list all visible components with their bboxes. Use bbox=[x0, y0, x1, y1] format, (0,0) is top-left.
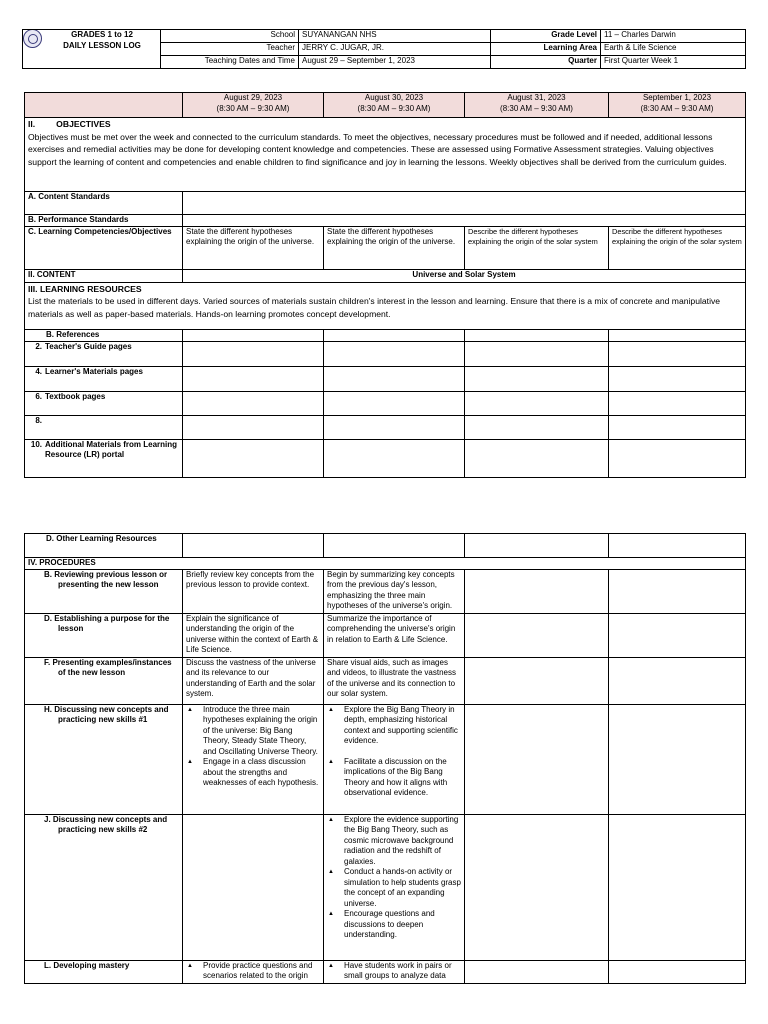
references-day-2 bbox=[324, 329, 465, 341]
additional-materials-day-1 bbox=[183, 439, 324, 477]
references-day-4 bbox=[609, 329, 746, 341]
textbook-day-2 bbox=[324, 391, 465, 415]
header-table bbox=[22, 29, 746, 69]
reviewing-day-3 bbox=[465, 569, 609, 613]
new-skills-2-day-1 bbox=[183, 814, 324, 960]
teachers-guide-text: Teacher's Guide pages bbox=[45, 341, 132, 351]
purpose-day-4 bbox=[609, 613, 746, 657]
item-8-day-1 bbox=[183, 415, 324, 439]
day-4-date: September 1, 2023 bbox=[642, 93, 712, 102]
teachers-guide-day-2 bbox=[324, 341, 465, 366]
new-skills-1-day-2 bbox=[324, 704, 465, 814]
day-3-header bbox=[465, 93, 609, 118]
other-resources-label: D. Other Learning Resources bbox=[25, 534, 183, 558]
lesson-log-table-page2 bbox=[24, 533, 746, 984]
item-8-label bbox=[25, 415, 183, 439]
learning-resources-section bbox=[25, 282, 746, 329]
teacher-value: JERRY C. JUGAR, JR. bbox=[299, 43, 491, 56]
day-3-date: August 31, 2023 bbox=[507, 93, 566, 102]
learning-resources-description: List the materials to be used in different days. Varied sources of materials sustain children's interest in the lesson and learning. Ensure that there is a mix of concrete and manipulative materials as well as paper-based materials. Hands-on learning promotes concept development. bbox=[28, 296, 721, 319]
day-1-date: August 29, 2023 bbox=[223, 93, 283, 102]
competency-day-2: State the different hypotheses explaining the origin of the universe. bbox=[324, 226, 465, 269]
purpose-day-2: Summarize the importance of comprehending the universe's origin in relation to Earth & Life Science. bbox=[324, 613, 465, 657]
textbook-day-4 bbox=[609, 391, 746, 415]
item-8-num: 8. bbox=[35, 415, 42, 425]
presenting-day-2: Share visual aids, such as images and videos, to illustrate the vastness of the universe and its connection to our solar system. bbox=[324, 657, 465, 704]
content-standards-label: A. Content Standards bbox=[25, 192, 183, 215]
performance-standards-value bbox=[183, 215, 746, 227]
grade-level-label: Grade Level bbox=[491, 30, 601, 43]
reviewing-label: B. Reviewing previous lesson or presenting the new lesson bbox=[25, 569, 183, 613]
competency-day-3: Describe the different hypotheses explaining the origin of the solar system bbox=[465, 226, 609, 269]
item-8-day-2 bbox=[324, 415, 465, 439]
day-4-header bbox=[609, 93, 746, 118]
learning-area-label: Learning Area bbox=[491, 43, 601, 56]
header-title bbox=[23, 30, 161, 69]
new-skills-1-day-2-item: ▲ Explore the Big Bang Theory in depth, emphasizing historical context and supporting scientific evidence. bbox=[327, 705, 461, 747]
references-day-3 bbox=[465, 329, 609, 341]
additional-materials-text: Additional Materials from Learning Resource (LR) portal bbox=[45, 439, 178, 459]
new-skills-2-day-2-item: ▲ Conduct a hands-on activity or simulation to help students grasp the concept of an expanding universe. bbox=[327, 867, 461, 909]
objectives-heading bbox=[28, 118, 742, 131]
new-skills-1-day-3 bbox=[465, 704, 609, 814]
learning-area-value: Earth & Life Science bbox=[601, 43, 746, 56]
content-value: Universe and Solar System bbox=[183, 269, 746, 282]
teachers-guide-day-3 bbox=[465, 341, 609, 366]
additional-materials-day-3 bbox=[465, 439, 609, 477]
developing-mastery-day-1 bbox=[183, 960, 324, 983]
header-title-line1: GRADES 1 to 12 bbox=[71, 30, 133, 39]
new-skills-2-day-3 bbox=[465, 814, 609, 960]
content-standards-value bbox=[183, 192, 746, 215]
competency-day-4: Describe the different hypotheses explaining the origin of the solar system bbox=[609, 226, 746, 269]
learners-materials-day-1 bbox=[183, 366, 324, 391]
teacher-label: Teacher bbox=[161, 43, 299, 56]
new-skills-2-day-2-item: ▲ Explore the evidence supporting the Big Bang Theory, such as cosmic microwave background radiation and the redshift of galaxies. bbox=[327, 815, 461, 868]
references-day-1 bbox=[183, 329, 324, 341]
competencies-label: C. Learning Competencies/Objectives bbox=[25, 226, 183, 269]
day-3-time: (8:30 AM – 9:30 AM) bbox=[500, 103, 573, 113]
new-skills-2-day-2 bbox=[324, 814, 465, 960]
textbook-day-3 bbox=[465, 391, 609, 415]
grade-level-value: 11 – Charles Darwin bbox=[601, 30, 746, 43]
presenting-day-3 bbox=[465, 657, 609, 704]
reviewing-day-4 bbox=[609, 569, 746, 613]
other-resources-day-2 bbox=[324, 534, 465, 558]
reviewing-day-2: Begin by summarizing key concepts from the previous day's lesson, emphasizing the three main hypotheses of the universe's origin. bbox=[324, 569, 465, 613]
new-skills-2-day-2-item: ▲ Encourage questions and discussions to deepen understanding. bbox=[327, 909, 461, 941]
developing-mastery-day-3 bbox=[465, 960, 609, 983]
additional-materials-label bbox=[25, 439, 183, 477]
learners-materials-text: Learner's Materials pages bbox=[45, 366, 143, 376]
learners-materials-day-3 bbox=[465, 366, 609, 391]
day-1-time: (8:30 AM – 9:30 AM) bbox=[216, 103, 290, 113]
day-2-time: (8:30 AM – 9:30 AM) bbox=[357, 103, 431, 113]
purpose-day-3 bbox=[465, 613, 609, 657]
learners-materials-day-4 bbox=[609, 366, 746, 391]
learners-materials-day-2 bbox=[324, 366, 465, 391]
developing-mastery-day-2-item: ▲ Have students work in pairs or small groups to analyze data bbox=[327, 961, 461, 982]
other-resources-day-1 bbox=[183, 534, 324, 558]
textbook-text: Textbook pages bbox=[45, 391, 106, 401]
developing-mastery-day-4 bbox=[609, 960, 746, 983]
presenting-day-1: Discuss the vastness of the universe and its relevance to our understanding of Earth and the solar system. bbox=[183, 657, 324, 704]
learning-resources-heading: III. LEARNING RESOURCES bbox=[28, 283, 142, 294]
objectives-section bbox=[25, 118, 746, 192]
dates-label: Teaching Dates and Time bbox=[161, 56, 299, 69]
purpose-label: D. Establishing a purpose for the lesson bbox=[25, 613, 183, 657]
new-skills-1-day-4 bbox=[609, 704, 746, 814]
performance-standards-label: B. Performance Standards bbox=[25, 215, 183, 227]
textbook-day-1 bbox=[183, 391, 324, 415]
day-2-date: August 30, 2023 bbox=[364, 93, 424, 102]
textbook-label bbox=[25, 391, 183, 415]
teachers-guide-day-4 bbox=[609, 341, 746, 366]
quarter-value: First Quarter Week 1 bbox=[601, 56, 746, 69]
new-skills-2-label: J. Discussing new concepts and practicing new skills #2 bbox=[25, 814, 183, 960]
additional-materials-day-2 bbox=[324, 439, 465, 477]
new-skills-1-day-2-item: ▲ Facilitate a discussion on the implications of the Big Bang Theory and how it aligns with observational evidence. bbox=[327, 757, 461, 799]
quarter-label: Quarter bbox=[491, 56, 601, 69]
presenting-label: F. Presenting examples/instances of the new lesson bbox=[25, 657, 183, 704]
day-2-header bbox=[324, 93, 465, 118]
developing-mastery-label: L. Developing mastery bbox=[25, 960, 183, 983]
dates-value: August 29 – September 1, 2023 bbox=[299, 56, 491, 69]
item-8-day-3 bbox=[465, 415, 609, 439]
content-label: II. CONTENT bbox=[25, 269, 183, 282]
reviewing-day-1: Briefly review key concepts from the previous lesson to provide context. bbox=[183, 569, 324, 613]
teachers-guide-day-1 bbox=[183, 341, 324, 366]
additional-materials-day-4 bbox=[609, 439, 746, 477]
developing-mastery-day-2 bbox=[324, 960, 465, 983]
learners-materials-label bbox=[25, 366, 183, 391]
purpose-day-1: Explain the significance of understanding the origin of the universe within the context of Earth & Life Science. bbox=[183, 613, 324, 657]
competency-day-1: State the different hypotheses explaining the origin of the universe. bbox=[183, 226, 324, 269]
new-skills-1-day-1 bbox=[183, 704, 324, 814]
learners-materials-num: 4. bbox=[35, 366, 42, 376]
other-resources-day-4 bbox=[609, 534, 746, 558]
day-1-header bbox=[183, 93, 324, 118]
new-skills-1-label: H. Discussing new concepts and practicing new skills #1 bbox=[25, 704, 183, 814]
new-skills-1-day-1-item: ▲ Introduce the three main hypotheses explaining the origin of the universe: Big Bang Theory, Steady State Theory, and Oscillating Universe Theory. bbox=[186, 705, 320, 758]
objectives-description: Objectives must be met over the week and connected to the curriculum standards. To meet the objectives, necessary procedures must be followed and if needed, additional lessons exercises and remedial activities may be done for developing content knowledge and competencies. These are assessed using Formative Assessment strategies. Valuing objectives support the learning of content and competencies and enable children to find significance and joy in learning the lessons. Weekly objectives shall be derived from the curriculum guides. bbox=[28, 131, 727, 167]
presenting-day-4 bbox=[609, 657, 746, 704]
references-label: B. References bbox=[25, 329, 183, 341]
new-skills-1-day-1-item: ▲ Engage in a class discussion about the strengths and weaknesses of each hypothesis. bbox=[186, 757, 320, 789]
objectives-num: II. bbox=[28, 119, 36, 129]
item-8-day-4 bbox=[609, 415, 746, 439]
teachers-guide-label bbox=[25, 341, 183, 366]
developing-mastery-day-1-item: ▲ Provide practice questions and scenarios related to the origin bbox=[186, 961, 320, 982]
day-header-blank bbox=[25, 93, 183, 118]
header-title-line2: DAILY LESSON LOG bbox=[63, 40, 141, 50]
objectives-title: OBJECTIVES bbox=[56, 119, 111, 129]
additional-materials-num: 10. bbox=[30, 439, 42, 449]
lesson-log-table-page1 bbox=[24, 92, 746, 478]
school-value: SUYANANGAN NHS bbox=[299, 30, 491, 43]
textbook-num: 6. bbox=[35, 391, 42, 401]
new-skills-2-day-4 bbox=[609, 814, 746, 960]
day-4-time: (8:30 AM – 9:30 AM) bbox=[640, 103, 714, 113]
teachers-guide-num: 2. bbox=[35, 341, 42, 351]
school-label: School bbox=[161, 30, 299, 43]
procedures-heading: IV. PROCEDURES bbox=[25, 558, 746, 570]
other-resources-day-3 bbox=[465, 534, 609, 558]
day-header-row bbox=[25, 93, 746, 118]
